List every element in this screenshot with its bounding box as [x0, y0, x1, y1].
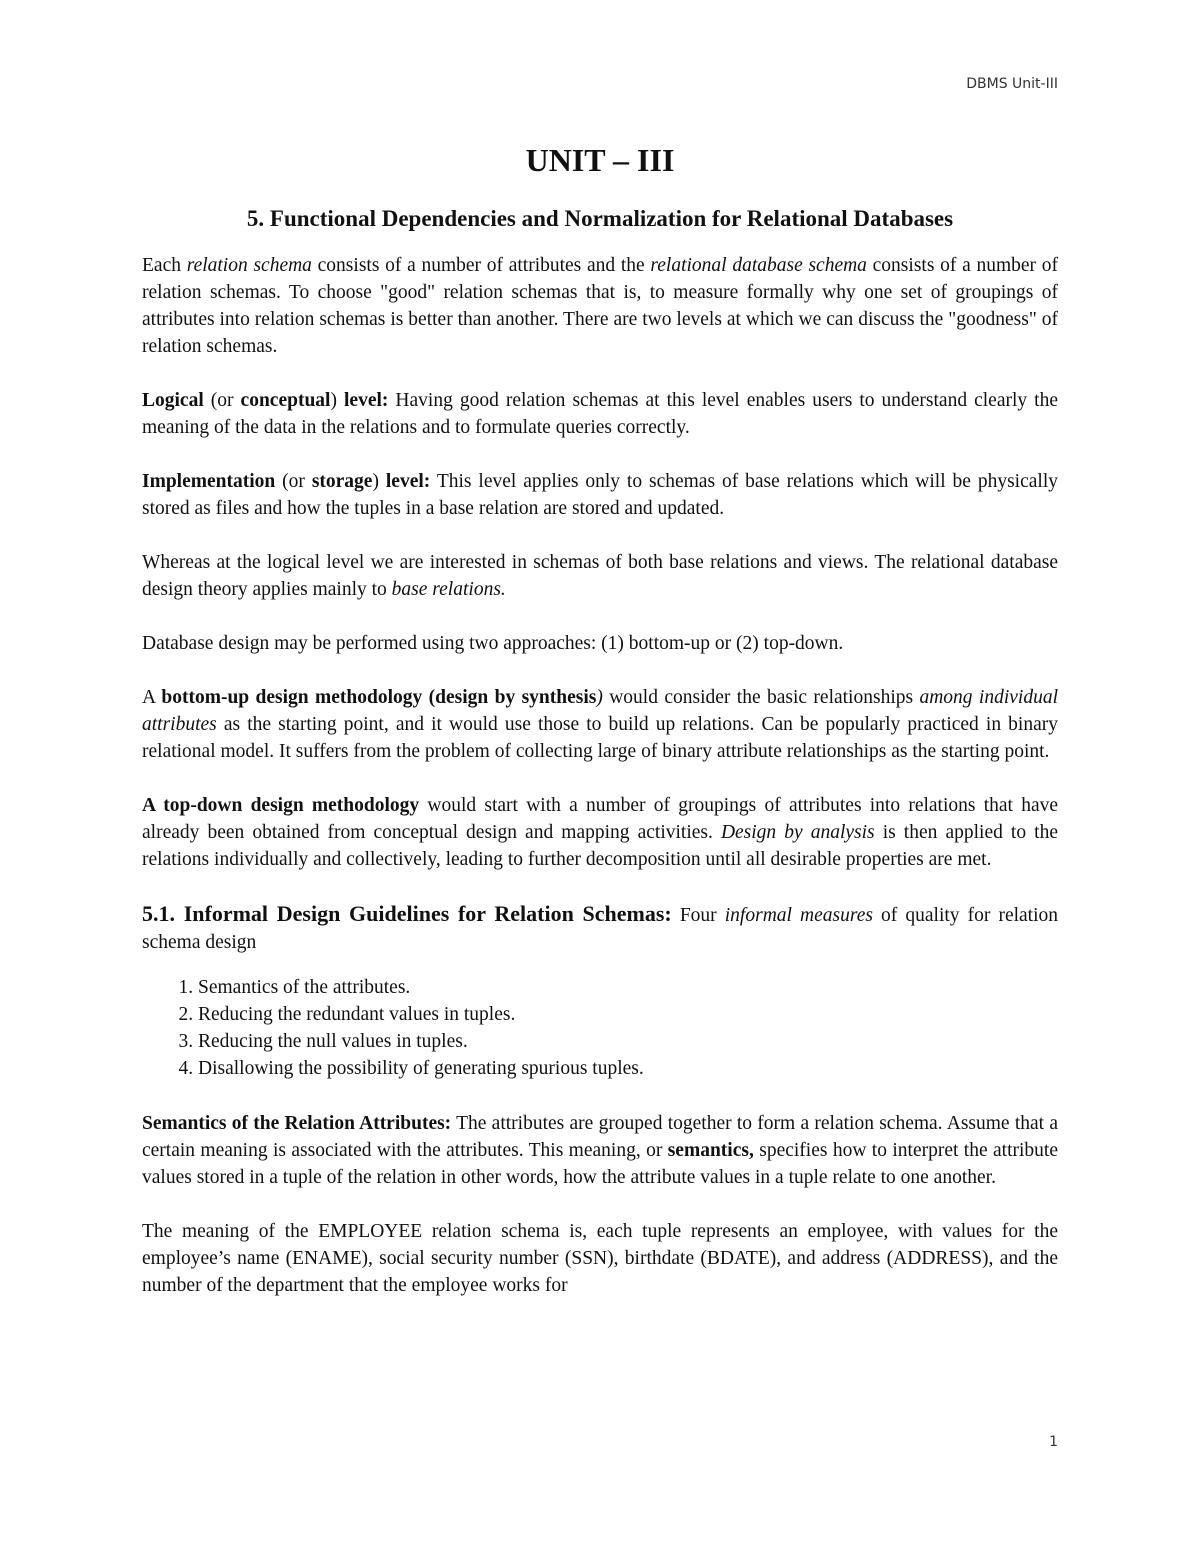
guidelines-list [142, 974, 1058, 1082]
list-item: 2. Reducing the redundant values in tuples. [198, 1001, 1058, 1028]
running-header: DBMS Unit-III [966, 76, 1058, 92]
semantics-paragraph: Semantics of the Relation Attributes: The attributes are grouped together to form a relation schema. Assume that a certain meaning is associated with the attributes. This meaning, or semantics, specifies how to interpret the attribute values stored in a tuple of the relation in other words, how the attribute values in a tuple relate to one another. [142, 1113, 1058, 1188]
list-item: 4. Disallowing the possibility of generating spurious tuples. [198, 1055, 1058, 1082]
chapter-title: 5. Functional Dependencies and Normalization for Relational Databases [246, 206, 954, 231]
logical-level-paragraph: Logical (or conceptual) level: Having good relation schemas at this level enables users to understand clearly the meaning of the data in the relations and to formulate queries correctly. [142, 390, 1059, 438]
page-content [142, 140, 1058, 1326]
bottom-up-paragraph: A bottom-up design methodology (design by synthesis) would consider the basic relationships among individual attributes as the starting point, and it would use those to build up relations. Can be popularly practiced in binary relational model. It suffers from the problem of collecting large of binary attribute relationships as the starting point. [142, 687, 1058, 762]
list-item: 3. Reducing the null values in tuples. [198, 1028, 1058, 1055]
page-number: 1 [1049, 1434, 1058, 1450]
unit-title: UNIT – III [525, 142, 675, 178]
employee-paragraph: The meaning of the EMPLOYEE relation schema is, each tuple represents an employee, with values for the employee’s name (ENAME), social security number (SSN), birthdate (BDATE), and address (ADDRESS), and the number of the department that the employee works for [142, 1221, 1058, 1296]
approaches-paragraph: Database design may be performed using two approaches: (1) bottom-up or (2) top-down. [142, 633, 844, 654]
intro-paragraph: Each relation schema consists of a number of attributes and the relational database schema consists of a number of relation schemas. To choose "good" relation schemas that is, to measure formally why one set of groupings of attributes into relation schemas is better than another. There are two levels at which we can discuss the "goodness" of relation schemas. [142, 255, 1058, 357]
whereas-paragraph: Whereas at the logical level we are interested in schemas of both base relations and views. The relational database design theory applies mainly to base relations. [142, 552, 1058, 600]
section-5-1-heading: 5.1. Informal Design Guidelines for Relation Schemas: Four informal measures of quality for relation schema design [142, 901, 1059, 953]
implementation-level-paragraph: Implementation (or storage) level: This level applies only to schemas of base relations which will be physically stored as files and how the tuples in a base relation are stored and updated. [142, 471, 1058, 519]
list-item: 1. Semantics of the attributes. [198, 974, 1058, 1001]
top-down-paragraph: A top-down design methodology would start with a number of groupings of attributes into relations that have already been obtained from conceptual design and mapping activities. Design by analysis is then applied to the relations individually and collectively, leading to further decomposition until all desirable properties are met. [142, 795, 1058, 870]
